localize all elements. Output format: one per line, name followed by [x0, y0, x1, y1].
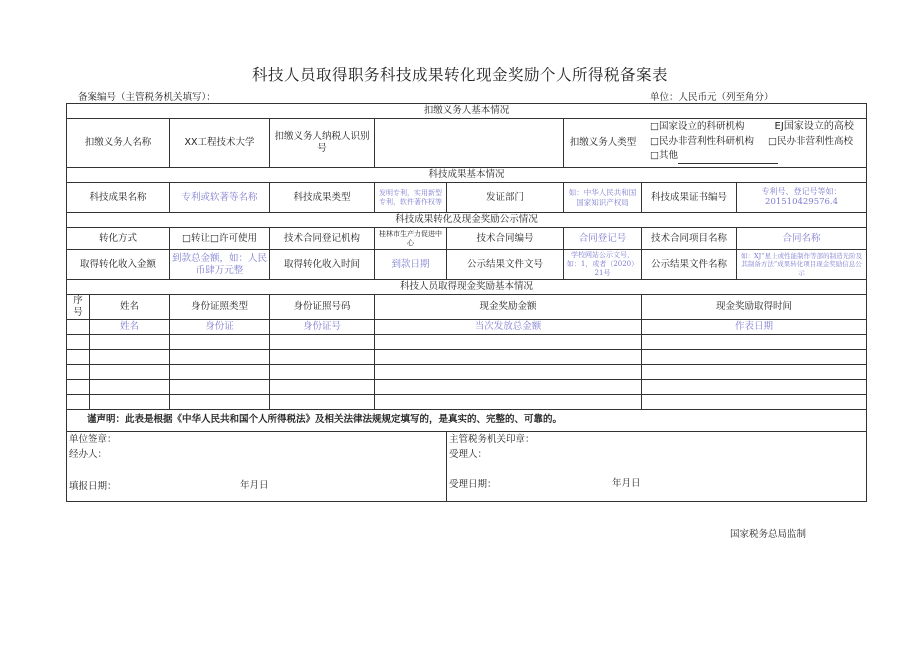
row-index[interactable]	[67, 379, 90, 394]
row-reward-time[interactable]	[642, 379, 867, 394]
row-id-type[interactable]	[170, 379, 270, 394]
row-index[interactable]	[67, 349, 90, 364]
table-row	[67, 379, 867, 394]
row-id-number[interactable]: 身份证号	[270, 319, 375, 334]
certificate-no-hint: 专利号、登记号等如：	[761, 187, 842, 197]
publication-name-label: 公示结果文件名称	[642, 250, 737, 280]
transfer-mode-options	[170, 228, 270, 250]
unit-date-ymd: 年月日	[240, 479, 269, 491]
row-index[interactable]	[67, 319, 90, 334]
table-row	[67, 364, 867, 379]
row-reward-amount[interactable]	[375, 364, 642, 379]
withholder-type-label: 扣缴义务人类型	[569, 137, 637, 149]
col-header-name: 姓名	[90, 295, 170, 320]
row-reward-time[interactable]	[642, 334, 867, 349]
currency-unit-label: 单位：人民币元（列至角分）	[650, 92, 774, 103]
row-id-type[interactable]	[170, 364, 270, 379]
withholder-type-cell	[564, 119, 867, 168]
transfer-income-value[interactable]: 到款总金额，如：人民币肆万元整	[170, 250, 270, 280]
row-id-number[interactable]	[270, 394, 375, 409]
row-reward-amount[interactable]: 当次发放总金额	[375, 319, 642, 334]
withholder-name-value[interactable]: XX工程技术大学	[170, 119, 270, 168]
issuer-value[interactable]: 如：中华人民共和国国家知识产权局	[564, 183, 642, 213]
row-id-type[interactable]	[170, 334, 270, 349]
section-achievement-header: 科技成果基本情况	[67, 168, 867, 183]
type-other-blank[interactable]	[678, 154, 778, 164]
type-option-private-university[interactable]: □民办非营利性高校	[768, 135, 854, 147]
col-header-reward-time: 现金奖励取得时间	[642, 295, 867, 320]
type-option-national-university[interactable]: EJ国家设立的高校	[774, 121, 854, 132]
publication-no-label: 公示结果文件文号	[447, 250, 564, 280]
table-row	[67, 394, 867, 409]
table-row	[67, 349, 867, 364]
row-reward-time[interactable]: 作表日期	[642, 319, 867, 334]
transfer-time-value[interactable]: 到款日期	[375, 250, 447, 280]
row-name[interactable]	[90, 379, 170, 394]
row-name[interactable]: 姓名	[90, 319, 170, 334]
col-header-id-type: 身份证照类型	[170, 295, 270, 320]
row-reward-amount[interactable]	[375, 379, 642, 394]
row-index[interactable]	[67, 334, 90, 349]
certificate-no-example: 201510429576.4	[765, 197, 839, 208]
form-title: 科技人员取得职务科技成果转化现金奖励个人所得税备案表	[251, 66, 668, 84]
unit-date-label: 填报日期：	[69, 480, 117, 492]
withholder-taxid-value[interactable]	[375, 119, 564, 168]
tax-office-signature-area[interactable]	[447, 431, 867, 501]
row-reward-amount[interactable]	[375, 349, 642, 364]
row-name[interactable]	[90, 334, 170, 349]
section-transfer-header: 科技成果转化及现金奖励公示情况	[67, 213, 867, 228]
contract-registrar-label: 技术合同登记机构	[270, 228, 375, 250]
issuer-label: 发证部门	[447, 183, 564, 213]
tax-office-date-ymd: 年月日	[612, 477, 641, 489]
row-name[interactable]	[90, 394, 170, 409]
publication-no-value[interactable]: 学校网站公示文号，如：1，或者（2020）21号	[564, 250, 642, 280]
contract-no-label: 技术合同编号	[447, 228, 564, 250]
transfer-mode-label: 转化方式	[67, 228, 170, 250]
row-id-number[interactable]	[270, 349, 375, 364]
withholder-type-options	[642, 119, 866, 167]
row-id-number[interactable]	[270, 379, 375, 394]
contract-project-value[interactable]: 合同名称	[737, 228, 867, 250]
certificate-no-label: 科技成果证书编号	[642, 183, 737, 213]
achievement-name-value[interactable]: 专利或软著等名称	[170, 183, 270, 213]
transfer-income-label: 取得转化收入金额	[67, 250, 170, 280]
achievement-type-label: 科技成果类型	[270, 183, 375, 213]
publication-name-value[interactable]: 如：XJ“星上或性能制作等部的制造光阶及其制备方法”成果转化项目现金奖励信息公示	[737, 250, 867, 280]
col-header-reward-amount: 现金奖励金额	[375, 295, 642, 320]
tax-office-handler-label: 受理人：	[449, 448, 488, 460]
row-name[interactable]	[90, 349, 170, 364]
withholder-taxid-label: 扣缴义务人纳税人识别号	[270, 119, 375, 168]
unit-handler-label: 经办人：	[69, 448, 108, 460]
type-option-national-research[interactable]: □国家设立的科研机构	[650, 121, 745, 132]
filing-form-table	[66, 103, 867, 502]
tax-office-date-label: 受理日期：	[449, 478, 497, 490]
type-option-private-research[interactable]: □民办非营利性科研机构	[650, 135, 754, 147]
withholder-name-label: 扣缴义务人名称	[67, 119, 170, 168]
unit-seal-label: 单位签章：	[69, 433, 117, 445]
declaration-text: 谨声明：此表是根据《中华人民共和国个人所得税法》及相关法律法规规定填写的，是真实的、完整的、可靠的。	[67, 409, 867, 431]
table-row	[67, 319, 867, 334]
row-reward-amount[interactable]	[375, 334, 642, 349]
achievement-name-label: 科技成果名称	[67, 183, 170, 213]
tax-office-seal-label: 主管税务机关印章：	[449, 433, 535, 445]
row-id-number[interactable]	[270, 364, 375, 379]
table-row	[67, 334, 867, 349]
row-reward-amount[interactable]	[375, 394, 642, 409]
type-option-other[interactable]: □其他	[650, 150, 678, 162]
transfer-time-label: 取得转化收入时间	[270, 250, 375, 280]
row-reward-time[interactable]	[642, 394, 867, 409]
transfer-mode-sell[interactable]: □转让	[182, 232, 210, 244]
contract-registrar-value[interactable]: 桂林市生产力促进中心	[375, 228, 447, 250]
row-index[interactable]	[67, 394, 90, 409]
unit-signature-area[interactable]	[67, 431, 447, 501]
col-header-id-number: 身份证照号码	[270, 295, 375, 320]
section-withholder-header: 扣缴义务人基本情况	[67, 104, 867, 119]
contract-project-label: 技术合同项目名称	[642, 228, 737, 250]
row-id-type[interactable]	[170, 349, 270, 364]
row-reward-time[interactable]	[642, 364, 867, 379]
supervisor-footer: 国家税务总局监制	[730, 529, 807, 540]
record-number-label: 备案编号（主管税务机关填写）：	[78, 92, 216, 103]
contract-no-value[interactable]: 合同登记号	[564, 228, 642, 250]
row-id-number[interactable]	[270, 334, 375, 349]
certificate-no-value[interactable]	[737, 183, 867, 213]
row-index[interactable]	[67, 364, 90, 379]
row-id-type[interactable]: 身份证	[170, 319, 270, 334]
row-reward-time[interactable]	[642, 349, 867, 364]
transfer-mode-license[interactable]: □许可使用	[210, 232, 257, 244]
row-id-type[interactable]	[170, 394, 270, 409]
achievement-type-value[interactable]: 发明专利，实用新型专利，软件著作权等	[375, 183, 447, 213]
col-header-index: 序号	[67, 295, 90, 320]
section-reward-header: 科技人员取得现金奖励基本情况	[67, 280, 867, 295]
row-name[interactable]	[90, 364, 170, 379]
